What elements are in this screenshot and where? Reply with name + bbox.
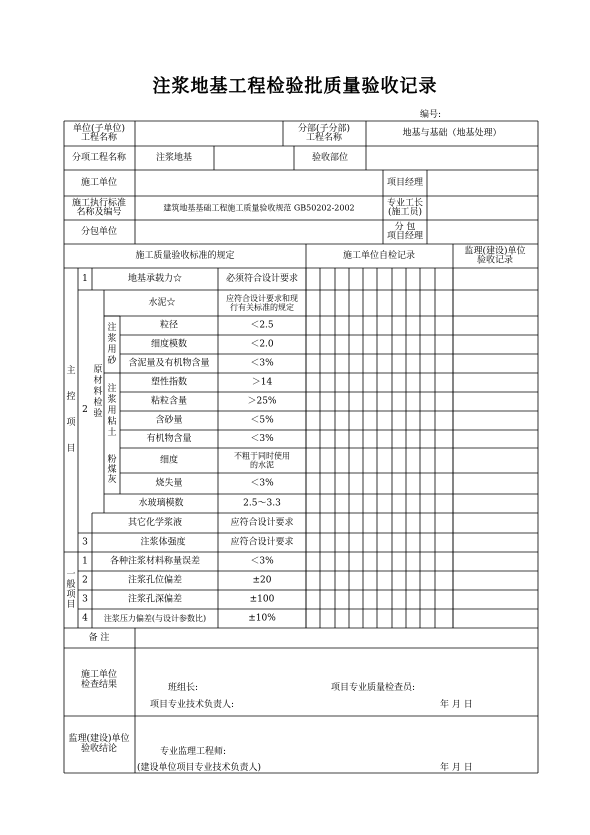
main-item-name: 水玻璃模数 bbox=[138, 498, 184, 509]
raw-material-label: 检 bbox=[93, 398, 103, 408]
doc-number-label: 编号: bbox=[420, 110, 442, 120]
sub-project-manager-label: 项目经理 bbox=[386, 231, 424, 242]
flyash-group-label: 灰 bbox=[107, 475, 117, 485]
supervisor-column-header: 监理(建设)单位 bbox=[464, 246, 526, 257]
main-item-name: 细度 bbox=[159, 455, 179, 466]
supervisor-engineer-label: 专业监理工程师: bbox=[160, 747, 227, 757]
clay-group-label: 土 bbox=[107, 428, 117, 438]
general-row-number: 4 bbox=[82, 613, 88, 624]
main-item-name: 其它化学浆液 bbox=[127, 518, 183, 528]
main-item-requirement: ＜5% bbox=[250, 415, 274, 426]
tech-lead-label: 项目专业技术负责人: bbox=[150, 700, 235, 710]
sand-group-label: 浆 bbox=[107, 334, 117, 344]
sand-group-label: 注 bbox=[107, 323, 117, 333]
main-item-requirement: ＜3% bbox=[250, 478, 274, 489]
supervisor-result-label: 监理(建设)单位 bbox=[68, 734, 130, 744]
main-item-requirement: 必须符合设计要求 bbox=[225, 274, 299, 284]
flyash-group-label: 煤 bbox=[107, 465, 117, 475]
supervisor-date: 年 月 日 bbox=[440, 763, 473, 773]
raw-material-label: 料 bbox=[93, 387, 103, 397]
main-item-requirement: 应符合设计要求和现 bbox=[226, 294, 298, 303]
main-item-requirement: ＜3% bbox=[250, 358, 274, 369]
general-items-label: 目 bbox=[66, 600, 76, 610]
main-item-name: 细度模数 bbox=[150, 339, 188, 350]
main-item-name: 地基承载力☆ bbox=[127, 274, 183, 284]
main-control-label: 项 bbox=[66, 418, 76, 428]
main-item-requirement: 行有关标准的规定 bbox=[230, 303, 294, 312]
foreman-label: 专业工长 bbox=[386, 198, 424, 209]
main-item-name: 含砂量 bbox=[155, 415, 183, 426]
flyash-group-label: 粉 bbox=[107, 455, 117, 465]
general-item-name: 注浆压力偏差(与设计参数比) bbox=[103, 614, 207, 623]
main-item-name: 有机物含量 bbox=[146, 434, 192, 444]
subpart-value: 地基与基础（地基处理） bbox=[402, 128, 502, 139]
clay-group-label: 粘 bbox=[107, 417, 117, 427]
subpart-name-label: 工程名称 bbox=[305, 133, 343, 143]
main-item-name: 含泥量及有机物含量 bbox=[128, 358, 210, 369]
qc-inspector-label: 项目专业质量检查员: bbox=[331, 683, 416, 693]
team-leader-label: 班组长: bbox=[168, 683, 199, 693]
sub-project-manager-label: 分 包 bbox=[394, 222, 416, 233]
general-item-requirement: ±10% bbox=[248, 613, 276, 624]
main-control-label: 控 bbox=[66, 392, 76, 402]
remarks-label: 备 注 bbox=[88, 633, 110, 643]
main-row-number: 2 bbox=[82, 405, 88, 415]
general-item-requirement: ＜3% bbox=[250, 556, 274, 567]
general-item-requirement: ±100 bbox=[249, 594, 275, 605]
supervisor-result-label: 验收结论 bbox=[80, 744, 118, 754]
self-check-column-header: 施工单位自检记录 bbox=[342, 251, 416, 261]
general-row-number: 3 bbox=[82, 594, 88, 605]
clay-group-label: 浆 bbox=[107, 395, 117, 405]
acceptance-part-label: 验收部位 bbox=[311, 153, 349, 163]
foreman-label: (施工员) bbox=[387, 207, 423, 218]
general-item-name: 注浆孔位偏差 bbox=[127, 575, 183, 586]
main-item-requirement: 应符合设计要求 bbox=[230, 518, 294, 528]
general-row-number: 2 bbox=[82, 575, 88, 586]
general-item-name: 各种注浆材料称量误差 bbox=[109, 556, 201, 567]
contractor-result-label: 施工单位 bbox=[80, 670, 118, 680]
general-row-number: 1 bbox=[82, 556, 88, 567]
general-item-name: 注浆孔深偏差 bbox=[127, 594, 183, 605]
main-item-name: 粒径 bbox=[159, 320, 179, 331]
item-name-value: 注浆地基 bbox=[155, 153, 193, 163]
main-item-name: 塑性指数 bbox=[150, 377, 188, 388]
general-items-label: 般 bbox=[66, 580, 76, 590]
contractor-date: 年 月 日 bbox=[440, 700, 473, 710]
sand-group-label: 砂 bbox=[107, 356, 117, 366]
general-items-label: 一 bbox=[66, 570, 76, 580]
supervisor-column-header: 验收记录 bbox=[476, 255, 514, 266]
unit-name-label: 单位(子单位) bbox=[72, 124, 126, 134]
main-item-name: 注浆体强度 bbox=[140, 537, 186, 548]
raw-material-label: 验 bbox=[93, 409, 103, 419]
page-title: 注浆地基工程检验批质量验收记录 bbox=[152, 76, 438, 97]
contractor-label: 施工单位 bbox=[80, 178, 118, 188]
main-item-name: 烧失量 bbox=[155, 478, 183, 489]
main-item-requirement: ＜2.5 bbox=[250, 320, 274, 331]
standard-value: 建筑地基基础工程施工质量验收规范 GB50202-2002 bbox=[163, 203, 355, 213]
general-items-label: 项 bbox=[66, 590, 76, 600]
subcontractor-label: 分包单位 bbox=[80, 227, 118, 237]
standard-column-header: 施工质量验收标准的规定 bbox=[135, 251, 235, 261]
main-control-label: 目 bbox=[66, 444, 76, 454]
contractor-result-label: 检查结果 bbox=[80, 680, 118, 690]
item-name-label: 分项工程名称 bbox=[71, 153, 127, 163]
main-item-requirement: ＜2.0 bbox=[250, 339, 274, 350]
raw-material-label: 材 bbox=[93, 376, 103, 386]
main-item-requirement: ＜3% bbox=[250, 434, 274, 444]
main-item-requirement: 的水泥 bbox=[250, 460, 274, 470]
raw-material-label: 原 bbox=[93, 365, 103, 375]
main-control-label: 主 bbox=[66, 366, 76, 376]
clay-group-label: 用 bbox=[107, 406, 117, 416]
owner-label: (建设单位项目专业技术负责人) bbox=[137, 763, 262, 773]
standard-label: 施工执行标准 bbox=[71, 198, 127, 209]
main-row-number: 3 bbox=[82, 537, 88, 548]
sand-group-label: 用 bbox=[107, 345, 117, 355]
main-item-requirement: 不粗于同时使用 bbox=[234, 451, 290, 461]
project-manager-label: 项目经理 bbox=[386, 178, 424, 188]
main-row-number: 1 bbox=[82, 274, 88, 284]
main-item-requirement: 应符合设计要求 bbox=[230, 537, 294, 548]
standard-label: 名称及编号 bbox=[76, 207, 122, 218]
subpart-name-label: 分部(子分部) bbox=[297, 124, 351, 134]
unit-name-label: 工程名称 bbox=[80, 133, 118, 143]
clay-group-label: 注 bbox=[107, 384, 117, 394]
main-item-requirement: ＞14 bbox=[251, 377, 273, 388]
main-item-requirement: ＞25% bbox=[247, 396, 277, 407]
main-item-requirement: 2.5～3.3 bbox=[243, 498, 281, 509]
main-item-name: 粘粒含量 bbox=[150, 396, 188, 407]
main-item-name: 水泥☆ bbox=[148, 298, 176, 308]
general-item-requirement: ±20 bbox=[252, 575, 272, 586]
